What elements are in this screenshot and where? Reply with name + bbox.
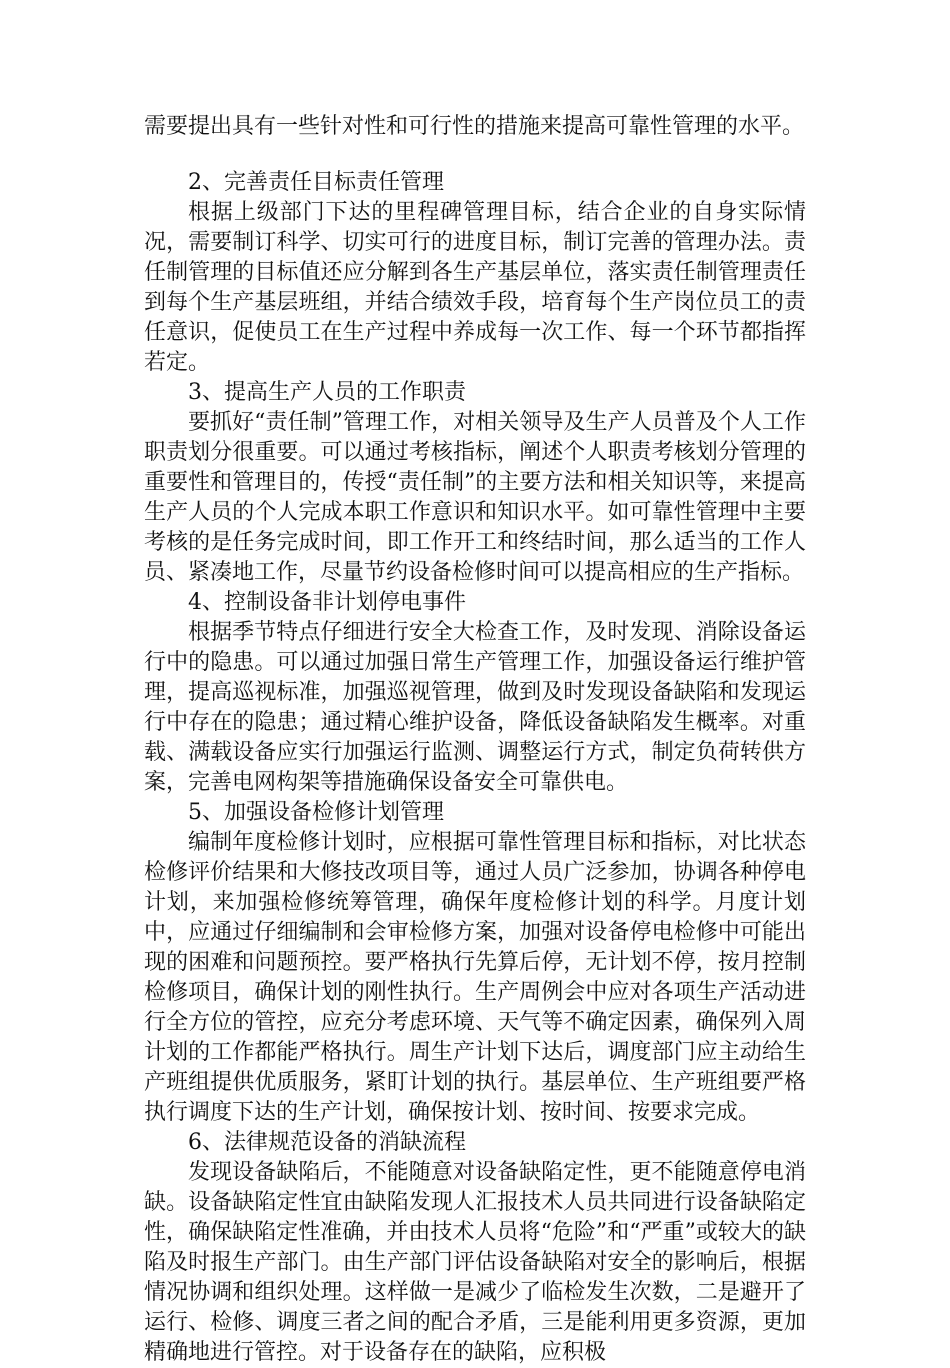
intro-paragraph: 需要提出具有一些针对性和可行性的措施来提高可靠性管理的水平。 (144, 114, 805, 139)
section-heading: 2、完善责任目标责任管理 (188, 170, 444, 195)
section-heading: 3、提高生产人员的工作职责 (188, 380, 466, 405)
section-4 (144, 588, 806, 798)
section-2 (144, 168, 806, 378)
section-heading: 5、加强设备检修计划管理 (188, 800, 444, 825)
section-heading: 4、控制设备非计划停电事件 (188, 590, 466, 615)
section-body: 编制年度检修计划时，应根据可靠性管理目标和指标，对比状态检修评价结果和大修技改项目等，通过人员广泛参加，协调各种停电计划，来加强检修统筹管理，确保年度检修计划的科学。月度计划中，应通过仔细编制和会审检修方案，加强对设备停电检修中可能出现的困难和问题预控。要严格执行先算后停，无计划不停，按月控制检修项目，确保计划的刚性执行。生产周例会中应对各项生产活动进行全方位的管控，应充分考虑环境、天气等不确定因素，确保列入周计划的工作都能严格执行。周生产计划下达后，调度部门应主动给生产班组提供优质服务，紧盯计划的执行。基层单位、生产班组要严格执行调度下达的生产计划，确保按计划、按时间、按要求完成。 (144, 830, 806, 1125)
section-body: 要抓好“责任制”管理工作，对相关领导及生产人员普及个人工作职责划分很重要。可以通过考核指标，阐述个人职责考核划分管理的重要性和管理目的，传授“责任制”的主要方法和相关知识等，来提高生产人员的个人完成本职工作意识和知识水平。如可靠性管理中主要考核的是任务完成时间，即工作开工和终结时间，那么适当的工作人员、紧凑地工作，尽量节约设备检修时间可以提高相应的生产指标。 (144, 410, 806, 585)
section-heading: 6、法律规范设备的消缺流程 (188, 1130, 466, 1155)
section-3 (144, 378, 806, 588)
section-5 (144, 798, 806, 1128)
section-body: 根据上级部门下达的里程碑管理目标，结合企业的自身实际情况，需要制订科学、切实可行的进度目标，制订完善的管理办法。责任制管理的目标值还应分解到各生产基层单位，落实责任制管理责任到每个生产基层班组，并结合绩效手段，培育每个生产岗位员工的责任意识，促使员工在生产过程中养成每一次工作、每一个环节都指挥若定。 (144, 200, 806, 375)
document-page (144, 112, 806, 1368)
section-6 (144, 1128, 806, 1368)
section-body: 根据季节特点仔细进行安全大检查工作，及时发现、消除设备运行中的隐患。可以通过加强日常生产管理工作，加强设备运行维护管理，提高巡视标准，加强巡视管理，做到及时发现设备缺陷和发现运行中存在的隐患；通过精心维护设备，降低设备缺陷发生概率。对重载、满载设备应实行加强运行监测、调整运行方式，制定负荷转供方案，完善电网构架等措施确保设备安全可靠供电。 (144, 620, 806, 795)
section-body: 发现设备缺陷后，不能随意对设备缺陷定性，更不能随意停电消缺。设备缺陷定性宜由缺陷发现人汇报技术人员共同进行设备缺陷定性，确保缺陷定性准确，并由技术人员将“危险”和“严重”或较大的缺陷及时报生产部门。由生产部门评估设备缺陷对安全的影响后，根据情况协调和组织处理。这样做一是减少了临检发生次数，二是避开了运行、检修、调度三者之间的配合矛盾，三是能利用更多资源，更加精确地进行管控。对于设备存在的缺陷，应积极 (144, 1160, 806, 1365)
